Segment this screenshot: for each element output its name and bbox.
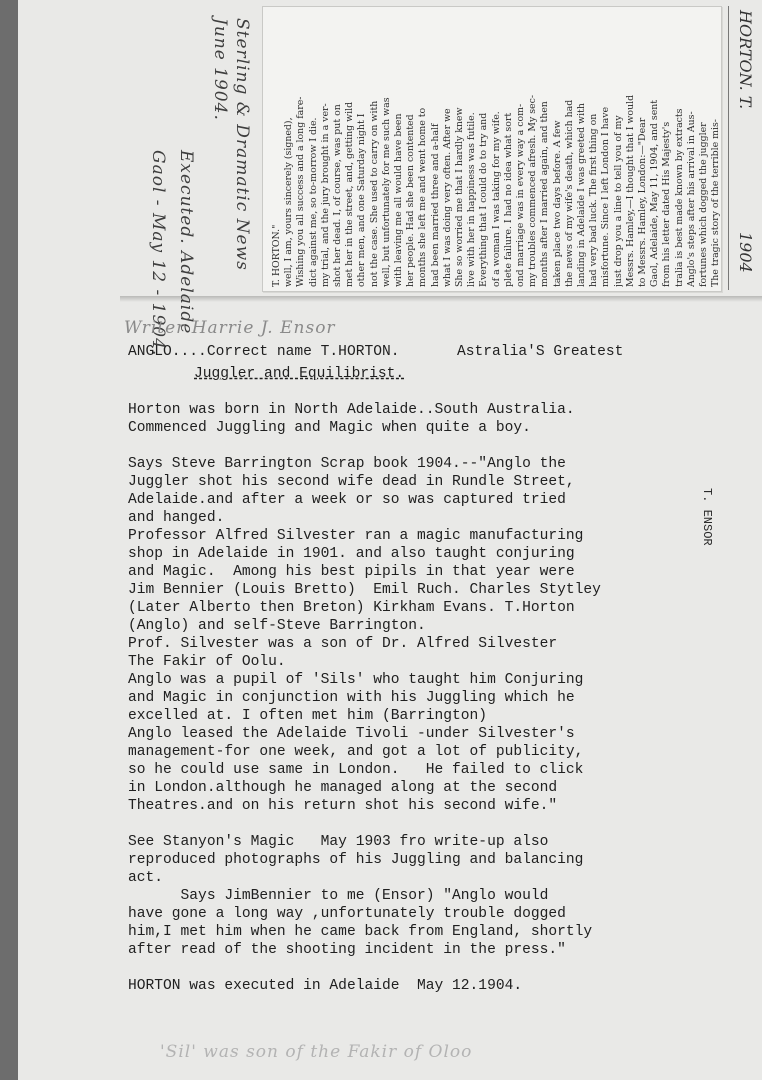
- clipping-text-line: Anglo's steps after his arrival in Aus-: [685, 111, 697, 287]
- clipping-text-line: just drop you a line to tell you of my: [612, 115, 624, 287]
- clipping-text-line: her people. Had she been contented: [405, 114, 417, 287]
- writer-note: Writer Harrie J. Ensor: [124, 318, 336, 338]
- typed-line: have gone a long way ,unfortunately trouble dogged: [128, 906, 566, 922]
- typed-line: excelled at. I often met him (Barrington): [128, 708, 488, 724]
- typed-line: Prof. Silvester was a son of Dr. Alfred Silvester: [128, 636, 558, 652]
- clipping-text-line: T. HORTON.": [271, 224, 282, 287]
- handwritten-source: Sterling & Dramatic News: [232, 18, 252, 271]
- typed-line: HORTON was executed in Adelaide May 12.1904.: [128, 978, 523, 994]
- typed-line: Theatres.and on his return shot his second wife.": [128, 798, 558, 814]
- typed-line: him,I met him when he came back from England, shortly: [128, 924, 593, 940]
- clipping-text-line: well, I am, yours sincerely (signed),: [283, 117, 295, 287]
- clipping-text-line: what I was doing very often. After we: [441, 108, 453, 287]
- side-note-ensor: T. ENSOR: [700, 488, 714, 546]
- paper-fold-shadow: [120, 296, 762, 302]
- clipping-text-line: months she left me and went home to: [417, 107, 429, 287]
- clipping-text-line: Messrs. Hamley,—I thought that I would: [624, 94, 636, 287]
- typed-line: management-for one week, and got a lot of publicity,: [128, 744, 584, 760]
- clipping-text-line: with leaving me all would have been: [393, 113, 404, 287]
- clipping-text-line: Wishing you all success and a long fare-: [295, 96, 307, 287]
- reference-code: HORTON. T.: [736, 10, 755, 110]
- clipping-text-line: misfortune. Since I left London I have: [600, 106, 612, 287]
- typed-line: (Later Alberto then Breton) Kirkham Evans. T.Horton: [128, 600, 575, 616]
- clipping-text-line: dict against me, so to-morrow I die.: [307, 117, 319, 287]
- clipping-text-line: the news of my wife's death, which had: [563, 99, 575, 287]
- reference-year: 1904: [736, 232, 755, 273]
- clipping-text-line: Everything that I could do to try and: [478, 112, 490, 287]
- clipping-text-line: She so worried me that I hardly knew: [454, 107, 465, 287]
- typed-line: Adelaide.and after a week or so was captured tried: [128, 492, 566, 508]
- typed-line: and hanged.: [128, 510, 225, 526]
- typed-line: Says Steve Barrington Scrap book 1904.--"Anglo the: [128, 456, 566, 472]
- footer-handwritten-note: 'Sil' was son of the Fakir of Oloo: [160, 1042, 473, 1062]
- typed-line: reproduced photographs of his Juggling and balancing: [128, 852, 584, 868]
- typed-line: See Stanyon's Magic May 1903 fro write-up also: [128, 834, 549, 850]
- handwritten-executed: Executed. Adelaide: [176, 150, 196, 335]
- typed-line: Horton was born in North Adelaide..South Australia.: [128, 402, 575, 418]
- clipping-text-line: Gaol, Adelaide, May 11, 1904, and sent: [649, 99, 661, 287]
- typed-line: act.: [128, 870, 164, 886]
- clipping-text-line: ond marriage was in every way a com-: [515, 103, 526, 287]
- heading-left: ANGLO....Correct name T.HORTON.: [128, 344, 400, 360]
- clipping-text-line: plete failure. I had no idea what sort: [502, 112, 514, 287]
- typed-line: and Magic in conjunction with his Juggling which he: [128, 690, 575, 706]
- clipping-text-line: my trial, and the jury brought in a ver-: [319, 103, 331, 287]
- sheet-subheading: Juggler and Equilibrist.: [194, 366, 405, 382]
- typed-line: Juggler shot his second wife dead in Rundle Street,: [128, 474, 575, 490]
- typed-line: Jim Bennier (Louis Bretto) Emil Ruch. Charles Stytley: [128, 582, 601, 598]
- clipping-text-line: not the case. She used to carry on with: [368, 100, 380, 287]
- clipping-text-line: months after I married again, and then: [539, 101, 551, 287]
- clipping-text-line: The tragic story of the terrible mis-: [710, 119, 722, 287]
- clipping-text-line: of a woman I was taking for my wife.: [490, 111, 502, 287]
- clipping-text-line: my troubles commenced afresh. My sec-: [527, 94, 539, 287]
- handwritten-date: June 1904.: [210, 18, 230, 121]
- clipping-text-line: to Messrs. Hamley, London:—"Dear: [637, 117, 648, 287]
- clipping-text-line: fortunes which dogged the juggler: [698, 122, 709, 287]
- typed-line: and Magic. Among his best pipils in that year were: [128, 564, 575, 580]
- typed-line: Anglo was a pupil of 'Sils' who taught him Conjuring: [128, 672, 584, 688]
- clipping-text-line: had been married three and a-half: [429, 123, 441, 287]
- clipping-text-line: live with her in happiness was futile.: [466, 112, 478, 287]
- clipping-text-line: had very bad luck. The first thing on: [588, 113, 600, 287]
- handwritten-executed-date: Gaol - May 12 - 1904.: [148, 150, 168, 357]
- typed-line: in London.although he managed along at the second: [128, 780, 558, 796]
- heading-right: Astralia'S Greatest: [457, 344, 624, 360]
- typed-line: so he could use same in London. He failed to click: [128, 762, 584, 778]
- clipping-text-line: from his letter dated His Majesty's: [661, 121, 673, 287]
- typed-line: Commenced Juggling and Magic when quite a boy.: [128, 420, 531, 436]
- clipping-text-line: well, but unfortunately for me such was: [380, 97, 392, 287]
- clipping-text-line: tralia is best made known by extracts: [673, 108, 685, 287]
- clipping-text-line: landing in Adelaide I was greeted with: [576, 103, 587, 287]
- newspaper-clipping: [262, 6, 722, 292]
- typed-line: Says JimBennier to me (Ensor) "Anglo would: [128, 888, 549, 904]
- clipping-text-line: taken place two days before. A few: [551, 120, 563, 287]
- typed-line: Anglo leased the Adelaide Tivoli -under Silvester's: [128, 726, 575, 742]
- typed-line: The Fakir of Oolu.: [128, 654, 286, 670]
- typed-line: Professor Alfred Silvester ran a magic manufacturing: [128, 528, 584, 544]
- typed-line: after read of the shooting incident in the press.": [128, 942, 566, 958]
- clipping-text-line: other men, and one Saturday night I: [356, 113, 368, 287]
- clipping-text-line: met her in the street, and, getting wild: [344, 101, 356, 287]
- typed-line: shop in Adelaide in 1901. and also taught conjuring: [128, 546, 575, 562]
- clipping-text-line: shot her dead. I, of course, was put on: [332, 104, 343, 287]
- typed-line: (Anglo) and self-Steve Barrington.: [128, 618, 426, 634]
- sheet-heading: [128, 344, 623, 360]
